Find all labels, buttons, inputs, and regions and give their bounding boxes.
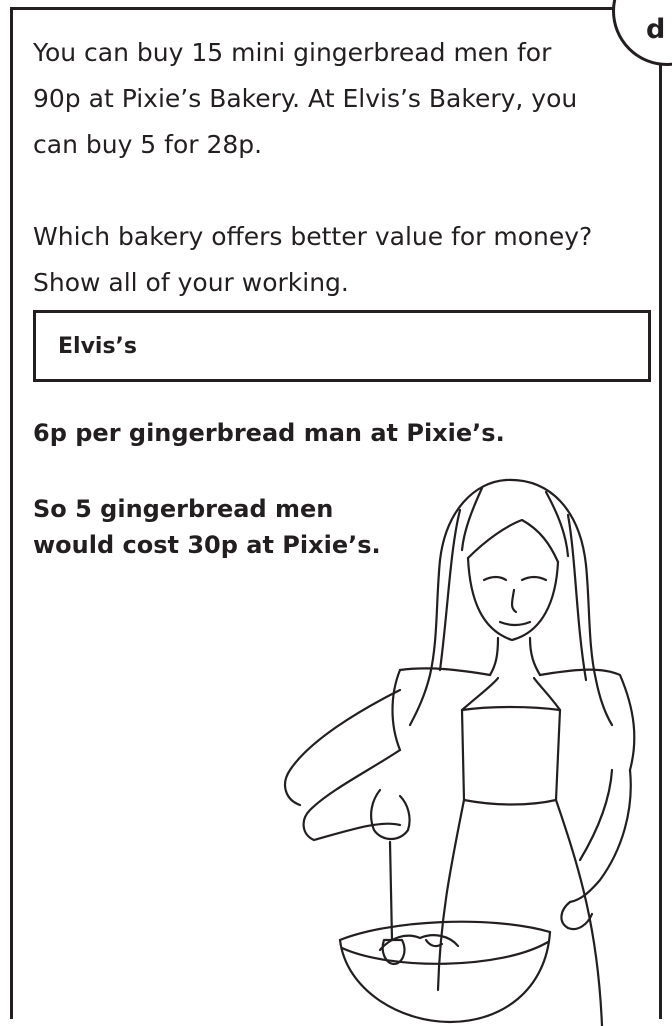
answer-box xyxy=(33,310,651,382)
question-line: You can buy 15 mini gingerbread men for xyxy=(33,38,552,67)
working-line: 6p per gingerbread man at Pixie’s. xyxy=(33,419,505,447)
working-line: would cost 30p at Pixie’s. xyxy=(33,531,381,559)
girl-baking-illustration xyxy=(250,470,670,1026)
question-line: can buy 5 for 28p. xyxy=(33,130,263,159)
working-line: So 5 gingerbread men xyxy=(33,495,334,523)
question-prompt xyxy=(33,214,653,306)
difficulty-letter: d xyxy=(646,14,666,45)
answer-text: Elvis’s xyxy=(58,334,137,359)
prompt-line: Show all of your working. xyxy=(33,268,349,297)
question-line: 90p at Pixie’s Bakery. At Elvis’s Bakery, you xyxy=(33,84,578,113)
question-text xyxy=(33,30,633,168)
prompt-line: Which bakery offers better value for money? xyxy=(33,222,593,251)
